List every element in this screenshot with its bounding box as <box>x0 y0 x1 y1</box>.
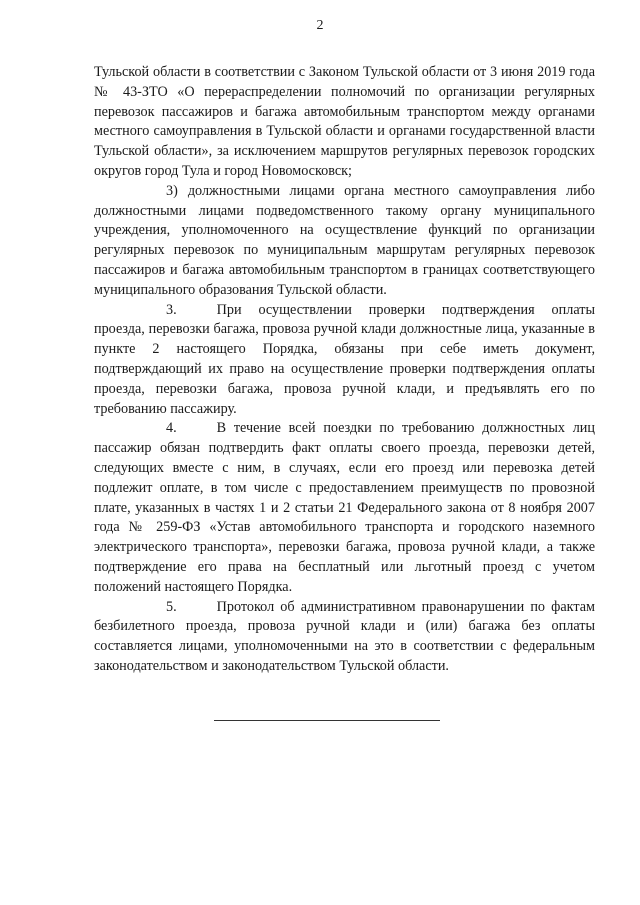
paragraph-text: Протокол об административном правонарушении по фактам безбилетного проезда, провоза ручной клади и (или) багажа без оплаты составляется лицами, уполномоченными на это в соответствии с федеральным законодательством и законодательством Тульской области. <box>94 598 595 674</box>
paragraph-number: 5. <box>166 598 177 615</box>
paragraph-number: 4. <box>166 420 177 437</box>
paragraph-text: В течение всей поездки по требованию должностных лиц пассажир обязан подтвердить факт оплаты своего проезда, перевозки детей, следующих вместе с ним, в случаях, если его проезд или перевозка детей подлежит оплате, в том числе с предоставлением преимуществ по провозной плате, указанных в частях 1 и 2 статьи 21 Федерального закона от 8 ноября 2007 года № 259-ФЗ «Устав автомобильного транспорта и городского наземного электрического транспорта», перевозки багажа, провоза ручной клади, а также подтверждение его права на бесплатный или льготный проезд с учетом положений настоящего Порядка. <box>94 420 595 595</box>
end-separator-line <box>214 720 440 721</box>
paragraph-item-5 <box>94 598 595 677</box>
paragraph-item-4 <box>94 419 595 597</box>
paragraph-number: 3) <box>166 182 178 199</box>
paragraph-item-3 <box>94 301 595 420</box>
paragraph-text: Тульской области в соответствии с Законом Тульской области от 3 июня 2019 года № 43-ЗТО «О перераспределении полномочий по организации регулярных перевозок пассажиров и багажа автомобильным транспортом между органами местного самоуправления в Тульской области и органами государственной власти Тульской области», за исключением маршрутов регулярных перевозок городских округов город Тула и город Новомосковск; <box>94 64 595 179</box>
paragraph-subitem-3 <box>94 182 595 301</box>
paragraph-continuation <box>94 63 595 182</box>
paragraph-text: должностными лицами органа местного самоуправления либо должностными лицами подведомственного такому органу муниципального учреждения, уполномоченного на осуществление функций по организации регулярных перевозок по муниципальным маршрутам регулярных перевозок пассажиров и багажа автомобильным транспортом в границах соответствующего муниципального образования Тульской области. <box>94 182 595 298</box>
paragraph-number: 3. <box>166 301 177 318</box>
page-number: 2 <box>316 18 324 33</box>
paragraph-text: При осуществлении проверки подтверждения оплаты проезда, перевозки багажа, провоза ручной клади должностные лица, указанные в пункте 2 настоящего Порядка, обязаны при себе иметь документ, подтверждающий их право на осуществление проверки подтверждения оплаты проезда, перевозки багажа, провоза ручной клади, и предъявлять его по требованию пассажиру. <box>94 301 595 417</box>
document-body <box>94 63 595 677</box>
